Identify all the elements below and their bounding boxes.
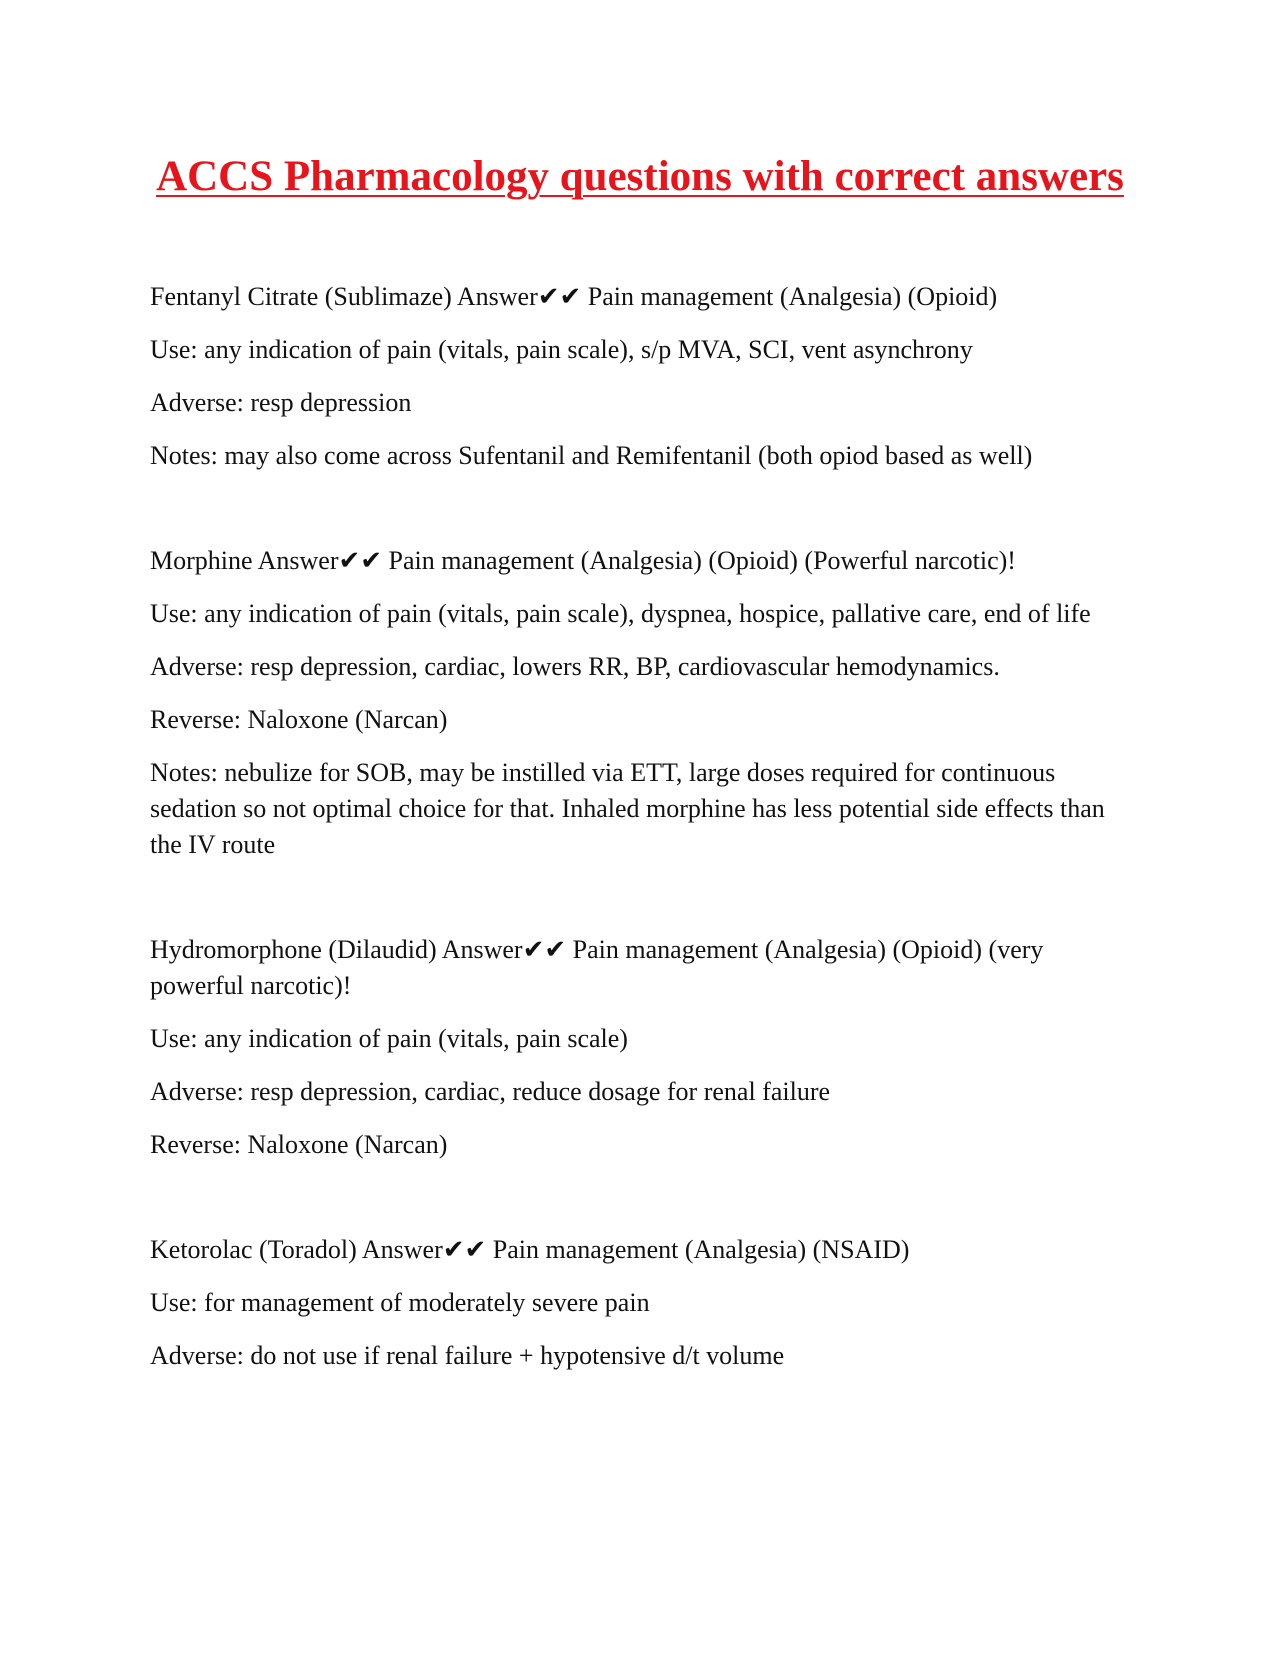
drug-use: Use: for management of moderately severe pain — [150, 1288, 650, 1317]
spacer — [150, 491, 1140, 543]
drug-use: Use: any indication of pain (vitals, pain scale), s/p MVA, SCI, vent asynchrony — [150, 335, 973, 364]
drug-entry-hydromorphone — [150, 932, 1140, 1163]
drug-use: Use: any indication of pain (vitals, pain scale), dyspnea, hospice, pallative care, end of life — [150, 599, 1091, 628]
drug-reverse: Reverse: Naloxone (Narcan) — [150, 1130, 448, 1159]
drug-entry-morphine — [150, 543, 1140, 863]
drug-heading: Ketorolac (Toradol) Answer✔✔ Pain management (Analgesia) (NSAID) — [150, 1235, 910, 1264]
drug-entry-fentanyl — [150, 279, 1140, 474]
drug-heading: Fentanyl Citrate (Sublimaze) Answer✔✔ Pain management (Analgesia) (Opioid) — [150, 282, 998, 311]
drug-adverse: Adverse: resp depression, cardiac, lowers RR, BP, cardiovascular hemodynamics. — [150, 652, 1000, 681]
drug-adverse: Adverse: do not use if renal failure + hypotensive d/t volume — [150, 1341, 785, 1370]
drug-adverse: Adverse: resp depression, cardiac, reduce dosage for renal failure — [150, 1077, 831, 1106]
drug-heading: Hydromorphone (Dilaudid) Answer✔✔ Pain management (Analgesia) (Opioid) (very powerful narcotic)! — [150, 935, 1044, 1000]
drug-heading: Morphine Answer✔✔ Pain management (Analgesia) (Opioid) (Powerful narcotic)! — [150, 546, 1016, 575]
drug-notes: Notes: nebulize for SOB, may be instilled via ETT, large doses required for continuous sedation so not optimal choice for that. Inhaled morphine has less potential side effects than the IV route — [150, 758, 1105, 859]
spacer — [150, 1180, 1140, 1232]
spacer — [150, 880, 1140, 932]
drug-adverse: Adverse: resp depression — [150, 388, 412, 417]
document-title: ACCS Pharmacology questions with correct answers — [156, 153, 1124, 200]
drug-notes: Notes: may also come across Sufentanil and Remifentanil (both opiod based as well) — [150, 441, 1033, 470]
drug-reverse: Reverse: Naloxone (Narcan) — [150, 705, 448, 734]
drug-entry-ketorolac — [150, 1232, 1140, 1374]
drug-use: Use: any indication of pain (vitals, pain scale) — [150, 1024, 628, 1053]
document-body — [150, 279, 1140, 1391]
